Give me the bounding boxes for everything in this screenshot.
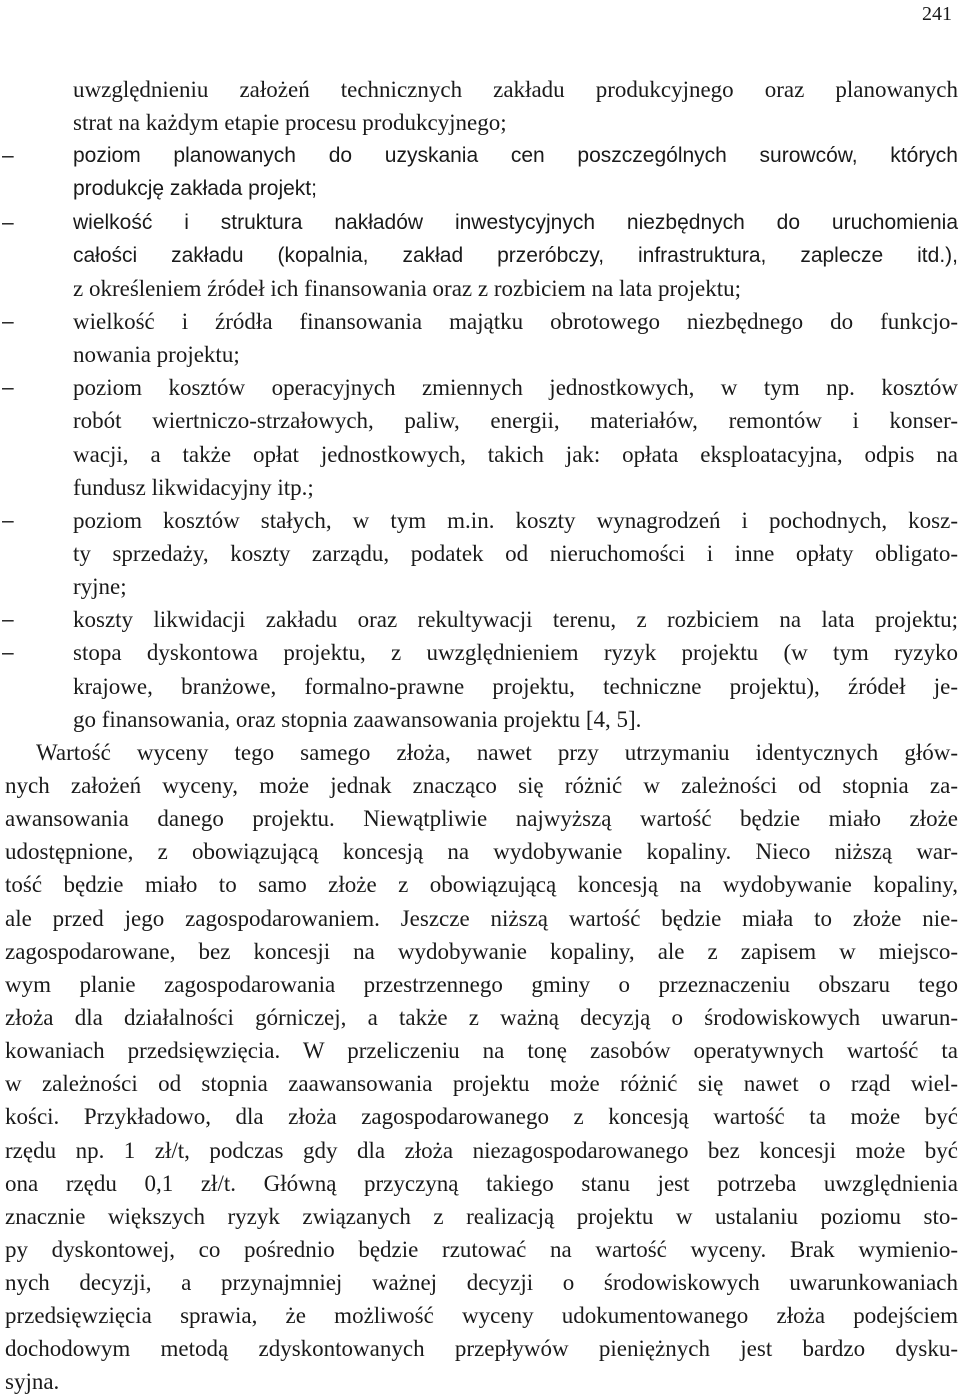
list-item-line <box>0 239 960 272</box>
paragraph-line <box>0 1100 960 1133</box>
list-item-line <box>0 139 960 172</box>
line-text: całości zakładu (kopalnia, zakład przeróbczy, infrastruktura, zaplecze itd.), <box>73 243 958 267</box>
paragraph-line <box>0 935 960 968</box>
paragraph-line <box>0 1365 960 1398</box>
list-item-line <box>0 73 960 106</box>
line-text: dochodowym metodą zdyskontowanych przepływów pieniężnych jest bardzo dysku- <box>5 1336 958 1362</box>
list-item-line <box>0 305 960 338</box>
line-text: ale przed jego zagospodarowaniem. Jeszcze niższą wartość będzie miała to złoże nie- <box>5 905 958 931</box>
paragraph-line <box>0 902 960 935</box>
line-text: strat na każdym etapie procesu produkcyjnego; <box>73 110 507 136</box>
line-text: wielkość i struktura nakładów inwestycyjnych niezbędnych do uruchomienia <box>73 210 958 234</box>
line-text: robót wiertniczo-strzałowych, paliw, energii, materiałów, remontów i konser- <box>73 408 958 434</box>
line-text: poziom planowanych do uzyskania cen poszczególnych surowców, których <box>73 144 958 168</box>
line-text: z określeniem źródeł ich finansowania oraz z rozbiciem na lata projektu; <box>73 275 741 301</box>
list-item-line <box>0 172 960 205</box>
paragraph-line <box>0 835 960 868</box>
paragraph-line <box>0 1134 960 1167</box>
list-item-line <box>0 670 960 703</box>
line-text: wielkość i źródła finansowania majątku obrotowego niezbędnego do funkcjo- <box>73 308 958 334</box>
paragraph-line <box>0 802 960 835</box>
dash-bullet: – <box>2 376 14 400</box>
line-text: uwzględnieniu założeń technicznych zakładu produkcyjnego oraz planowanych <box>73 77 958 102</box>
dash-bullet: – <box>2 144 14 168</box>
list-item-line <box>0 206 960 239</box>
line-text: awansowania danego projektu. Niewątpliwie najwyższą wartość będzie miało złoże <box>5 806 958 832</box>
list-item-line <box>0 338 960 371</box>
list-item-line <box>0 570 960 603</box>
dash-bullet: – <box>2 309 14 333</box>
paragraph-line <box>0 1167 960 1200</box>
line-text: znacznie większych ryzyk związanych z realizacją projektu w ustalaniu poziomu sto- <box>5 1203 958 1229</box>
line-text: kowaniach przedsięwzięcia. W przeliczeniu na tonę zasobów operatywnych wartość ta <box>5 1038 958 1064</box>
dash-bullet: – <box>2 641 14 665</box>
line-text: produkcję zakłada projekt; <box>73 177 317 201</box>
line-text: nowania projektu; <box>73 342 240 368</box>
line-text: Wartość wyceny tego samego złoża, nawet przy utrzymaniu identycznych głów- <box>36 739 958 765</box>
list-item-line <box>0 471 960 504</box>
paragraph-line <box>0 1001 960 1034</box>
line-text: udostępnione, z obowiązującą koncesją na wydobywanie kopaliny. Nieco niższą war- <box>5 839 958 865</box>
list-item-line <box>0 703 960 736</box>
page-number: 241 <box>922 3 952 25</box>
line-text: złoża dla działalności górniczej, a także z ważną decyzją o środowiskowych uwarun- <box>5 1004 958 1030</box>
paragraph-line <box>0 1299 960 1332</box>
paragraph-line <box>0 736 960 769</box>
line-text: ty sprzedaży, koszty zarządu, podatek od nieruchomości i inne opłaty obligato- <box>73 540 958 566</box>
line-text: poziom kosztów stałych, w tym m.in. koszty wynagrodzeń i pochodnych, kosz- <box>73 507 958 533</box>
list-item-line <box>0 404 960 437</box>
list-item-line <box>0 371 960 404</box>
paragraph-line <box>0 968 960 1001</box>
paragraph-line <box>0 1266 960 1299</box>
paragraph-line <box>0 868 960 901</box>
dash-bullet: – <box>2 210 14 234</box>
line-text: nych decyzji, a przynajmniej ważnej decyzji o środowiskowych uwarunkowaniach <box>5 1270 958 1296</box>
line-text: stopa dyskontowa projektu, z uwzględnieniem ryzyk projektu (w tym ryzyko <box>73 640 958 666</box>
paragraph-line <box>0 1233 960 1266</box>
list-item-line <box>0 603 960 636</box>
paragraph-line <box>0 1332 960 1365</box>
line-text: wym planie zagospodarowania przestrzennego gminy o przeznaczeniu obszaru tego <box>5 971 958 997</box>
list-item-line <box>0 504 960 537</box>
line-text: ryjne; <box>73 574 127 600</box>
line-text: poziom kosztów operacyjnych zmiennych jednostkowych, w tym np. kosztów <box>73 375 958 401</box>
line-text: syjna. <box>5 1369 60 1395</box>
list-item-line <box>0 106 960 139</box>
line-text: go finansowania, oraz stopnia zaawansowania projektu [4, 5]. <box>73 706 642 732</box>
paragraph-line <box>0 1034 960 1067</box>
line-text: kości. Przykładowo, dla złoża zagospodarowanego z koncesją wartość ta może być <box>5 1104 958 1130</box>
list-item-line <box>0 537 960 570</box>
list-item-line <box>0 438 960 471</box>
line-text: ona rzędu 0,1 zł/t. Główną przyczyną takiego stanu jest potrzeba uwzględnienia <box>5 1170 958 1196</box>
dash-bullet: – <box>2 508 14 532</box>
document-page <box>0 73 960 1399</box>
paragraph-line <box>0 1200 960 1233</box>
paragraph-line <box>0 769 960 802</box>
line-text: rzędu np. 1 zł/t, podczas gdy dla złoża niezagospodarowanego bez koncesji może być <box>5 1137 958 1163</box>
list-item-line <box>0 636 960 669</box>
paragraph-line <box>0 1067 960 1100</box>
line-text: nych założeń wyceny, może jednak znacząco się różnić w zależności od stopnia za- <box>5 772 958 798</box>
line-text: fundusz likwidacyjny itp.; <box>73 474 314 500</box>
line-text: zagospodarowane, bez koncesji na wydobywanie kopaliny, ale z zapisem w miejsco- <box>5 938 958 964</box>
line-text: koszty likwidacji zakładu oraz rekultywacji terenu, z rozbiciem na lata projektu; <box>73 607 958 633</box>
line-text: w zależności od stopnia zaawansowania projektu może różnić się nawet o rząd wiel- <box>5 1071 958 1097</box>
line-text: krajowe, branżowe, formalno-prawne projektu, techniczne projektu), źródeł je- <box>73 673 958 699</box>
line-text: tość będzie miało to samo złoże z obowiązującą koncesją na wydobywanie kopaliny, <box>5 872 958 898</box>
line-text: przedsięwzięcia sprawia, że możliwość wyceny udokumentowanego złoża podejściem <box>5 1303 958 1329</box>
list-item-line <box>0 272 960 305</box>
dash-bullet: – <box>2 608 14 632</box>
line-text: py dyskontowej, co pośrednio będzie rzutować na wartość wyceny. Brak wymienio- <box>5 1236 958 1262</box>
line-text: wacji, a także opłat jednostkowych, takich jak: opłata eksploatacyjna, odpis na <box>73 441 958 467</box>
